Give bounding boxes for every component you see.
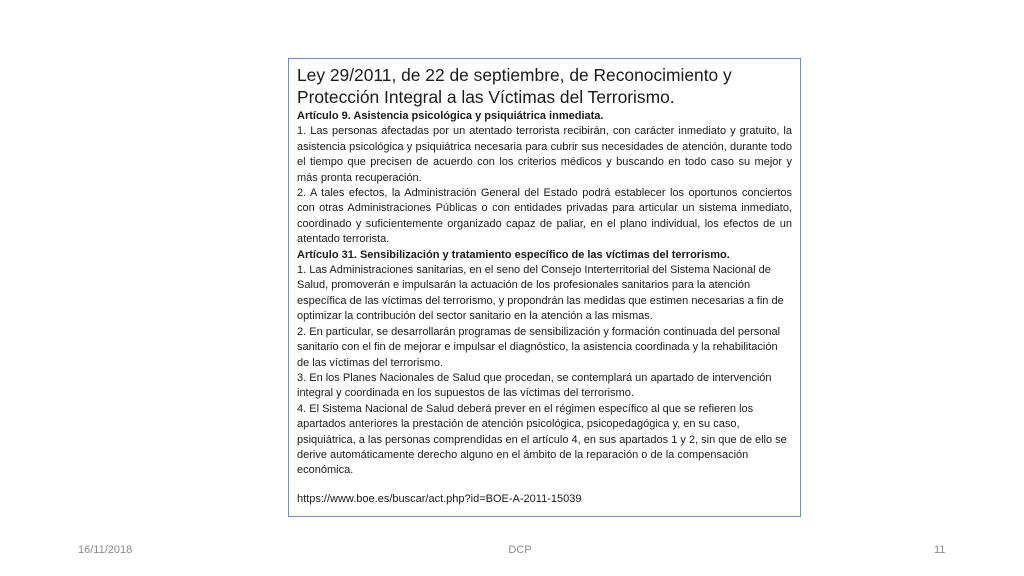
article-9-paragraph-2: 2. A tales efectos, la Administración General del Estado podrá establecer los oportunos conciertos con otras Administraciones Públicas o con entidades privadas para articular un sistema inmediato, coordinado y suficientemente organizado capaz de paliar, en el plano individual, los efectos de un atentado terrorista.	[297, 187, 792, 246]
law-title: Ley 29/2011, de 22 de septiembre, de Reconocimiento y Protección Integral a las Víctimas del Terrorismo.	[297, 65, 732, 107]
footer-date: 16/11/2018	[78, 544, 133, 556]
article-31-paragraph-2: 2. En particular, se desarrollarán programas de sensibilización y formación continuada del personal sanitario con el fin de mejorar e impulsar el diagnóstico, la asistencia coordinada y la rehabilitación de las víctimas del terrorismo.	[297, 325, 781, 369]
law-text-box	[288, 58, 801, 517]
article-31-heading: Artículo 31. Sensibilización y tratamiento específico de las víctimas del terrorismo.	[297, 248, 730, 261]
article-31-paragraph-3: 3. En los Planes Nacionales de Salud que procedan, se contemplará un apartado de intervención integral y coordinada en los supuestos de las víctimas del terrorismo.	[297, 371, 772, 400]
source-url: https://www.boe.es/buscar/act.php?id=BOE-A-2011-15039	[297, 492, 582, 505]
page-number: 11	[934, 544, 946, 556]
article-9-paragraph-1: 1. Las personas afectadas por un atentado terrorista recibirán, con carácter inmediato y gratuito, la asistencia psicológica y psiquiátrica necesaria para cubrir sus necesidades de atención, durante todo el tiempo que precisen de acuerdo con los criterios médicos y buscando en todo caso su mejor y más pronta recuperación.	[297, 125, 792, 184]
article-9-heading: Artículo 9. Asistencia psicológica y psiquiátrica inmediata.	[297, 110, 604, 122]
footer-label: DCP	[508, 544, 532, 556]
article-31-paragraph-4: 4. El Sistema Nacional de Salud deberá prever en el régimen específico al que se refieren los apartados anteriores la prestación de atención psicológica, psicopedagógica y, en su caso, psiquiátrica, a las personas comprendidas en el artículo 4, en sus apartados 1 y 2, sin que de ello se derive automáticamente derecho alguno en el ámbito de la reparación o de la compensación económica.	[297, 402, 787, 477]
article-31-paragraph-1: 1. Las Administraciones sanitarias, en el seno del Consejo Interterritorial del Sistema Nacional de Salud, promoverán e impulsarán la actuación de los profesionales sanitarios para la atención específica de las víctimas del terrorismo, y propondrán las medidas que estimen necesarias a fin de optimizar la contribución del sector sanitario en la atención a las mismas.	[297, 264, 784, 323]
